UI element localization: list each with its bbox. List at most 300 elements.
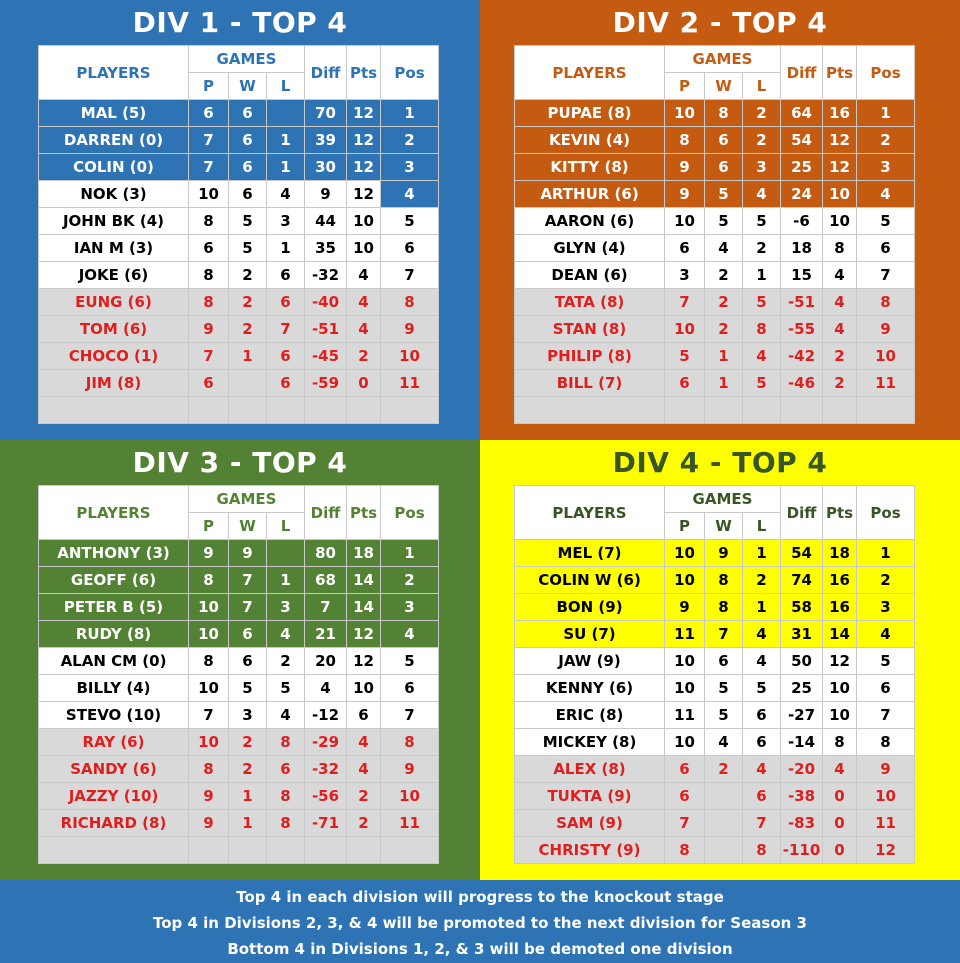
table-row xyxy=(39,594,439,621)
pts-header: Pts xyxy=(823,486,857,540)
won-cell: 5 xyxy=(229,208,267,235)
diff-cell: 54 xyxy=(781,127,823,154)
won-cell: 2 xyxy=(229,262,267,289)
player-name: RAY (6) xyxy=(39,729,189,756)
played-cell: 7 xyxy=(189,127,229,154)
played-cell: 9 xyxy=(665,154,705,181)
table-row xyxy=(39,370,439,397)
empty-row xyxy=(515,397,915,424)
won-cell: 1 xyxy=(229,343,267,370)
diff-cell: 58 xyxy=(781,594,823,621)
played-cell: 10 xyxy=(189,181,229,208)
won-cell: 2 xyxy=(229,729,267,756)
division-title: DIV 3 - TOP 4 xyxy=(132,446,348,479)
table-row xyxy=(39,756,439,783)
diff-cell: -46 xyxy=(781,370,823,397)
division-2-panel xyxy=(480,0,960,440)
pts-cell: 16 xyxy=(823,100,857,127)
pts-cell: 2 xyxy=(823,370,857,397)
played-cell: 8 xyxy=(189,262,229,289)
played-cell: 8 xyxy=(189,289,229,316)
played-cell: 6 xyxy=(665,783,705,810)
lost-cell: 3 xyxy=(743,154,781,181)
pos-cell: 3 xyxy=(381,154,439,181)
table-row xyxy=(39,343,439,370)
pos-cell: 5 xyxy=(381,648,439,675)
diff-cell: -42 xyxy=(781,343,823,370)
empty-row xyxy=(39,397,439,424)
pts-cell: 4 xyxy=(823,316,857,343)
table-row xyxy=(515,756,915,783)
players-header: PLAYERS xyxy=(515,486,665,540)
won-header: W xyxy=(705,73,743,100)
won-cell xyxy=(229,370,267,397)
played-cell: 10 xyxy=(665,675,705,702)
pos-cell: 10 xyxy=(381,343,439,370)
played-cell: 9 xyxy=(189,540,229,567)
player-name: GLYN (4) xyxy=(515,235,665,262)
diff-cell: 35 xyxy=(305,235,347,262)
empty-cell xyxy=(267,837,305,864)
played-cell: 9 xyxy=(665,594,705,621)
won-cell: 1 xyxy=(705,370,743,397)
player-name: JOHN BK (4) xyxy=(39,208,189,235)
played-header: P xyxy=(665,513,705,540)
table-row xyxy=(39,154,439,181)
pts-cell: 4 xyxy=(347,316,381,343)
won-cell: 2 xyxy=(705,316,743,343)
played-cell: 9 xyxy=(189,316,229,343)
lost-cell xyxy=(267,540,305,567)
lost-cell: 6 xyxy=(267,289,305,316)
table-row xyxy=(39,181,439,208)
diff-cell: 50 xyxy=(781,648,823,675)
player-name: EUNG (6) xyxy=(39,289,189,316)
players-header: PLAYERS xyxy=(39,486,189,540)
pos-cell: 7 xyxy=(857,702,915,729)
lost-cell: 6 xyxy=(743,783,781,810)
player-name: CHRISTY (9) xyxy=(515,837,665,864)
pts-cell: 16 xyxy=(823,567,857,594)
diff-cell: -51 xyxy=(305,316,347,343)
division-title: DIV 2 - TOP 4 xyxy=(612,6,828,39)
pos-cell: 1 xyxy=(381,540,439,567)
lost-cell: 3 xyxy=(267,594,305,621)
diff-cell: 20 xyxy=(305,648,347,675)
lost-cell: 8 xyxy=(743,316,781,343)
lost-cell: 4 xyxy=(743,648,781,675)
played-cell: 8 xyxy=(189,648,229,675)
table-row xyxy=(515,729,915,756)
played-cell: 5 xyxy=(665,343,705,370)
played-cell: 3 xyxy=(665,262,705,289)
pts-cell: 12 xyxy=(347,100,381,127)
table-row xyxy=(515,262,915,289)
pts-cell: 14 xyxy=(347,567,381,594)
won-cell xyxy=(705,837,743,864)
table-row xyxy=(515,100,915,127)
pts-cell: 18 xyxy=(823,540,857,567)
diff-cell: -110 xyxy=(781,837,823,864)
diff-cell: -14 xyxy=(781,729,823,756)
lost-cell: 4 xyxy=(743,621,781,648)
diff-cell: 31 xyxy=(781,621,823,648)
pts-cell: 12 xyxy=(347,154,381,181)
lost-cell: 1 xyxy=(267,154,305,181)
table-row xyxy=(39,567,439,594)
lost-cell: 6 xyxy=(267,262,305,289)
empty-cell xyxy=(229,397,267,424)
pos-cell: 8 xyxy=(381,289,439,316)
empty-cell xyxy=(515,397,665,424)
pos-cell: 11 xyxy=(857,810,915,837)
lost-cell: 1 xyxy=(267,127,305,154)
played-cell: 10 xyxy=(665,648,705,675)
player-name: AARON (6) xyxy=(515,208,665,235)
empty-cell xyxy=(665,397,705,424)
division-1-panel xyxy=(0,0,480,440)
diff-cell: 18 xyxy=(781,235,823,262)
standings-table xyxy=(514,485,915,864)
played-cell: 6 xyxy=(665,370,705,397)
diff-cell: -55 xyxy=(781,316,823,343)
header-row xyxy=(39,486,439,513)
played-cell: 6 xyxy=(665,235,705,262)
player-name: KEVIN (4) xyxy=(515,127,665,154)
empty-cell xyxy=(39,397,189,424)
lost-cell: 2 xyxy=(743,100,781,127)
table-row xyxy=(515,370,915,397)
pos-cell: 8 xyxy=(381,729,439,756)
table-row xyxy=(39,208,439,235)
lost-cell: 5 xyxy=(743,675,781,702)
won-cell: 1 xyxy=(229,783,267,810)
won-cell: 1 xyxy=(705,343,743,370)
pos-cell: 4 xyxy=(381,621,439,648)
table-row xyxy=(515,702,915,729)
pos-cell: 10 xyxy=(857,343,915,370)
pts-header: Pts xyxy=(347,486,381,540)
pts-cell: 12 xyxy=(347,181,381,208)
pts-cell: 2 xyxy=(823,343,857,370)
table-row xyxy=(39,729,439,756)
player-name: MAL (5) xyxy=(39,100,189,127)
diff-cell: -83 xyxy=(781,810,823,837)
won-cell xyxy=(705,783,743,810)
diff-cell: -51 xyxy=(781,289,823,316)
played-cell: 8 xyxy=(189,756,229,783)
pts-cell: 4 xyxy=(347,289,381,316)
diff-cell: 64 xyxy=(781,100,823,127)
won-cell: 2 xyxy=(229,289,267,316)
pts-cell: 6 xyxy=(347,702,381,729)
diff-cell: 7 xyxy=(305,594,347,621)
lost-cell: 5 xyxy=(743,289,781,316)
player-name: KITTY (8) xyxy=(515,154,665,181)
player-name: JOKE (6) xyxy=(39,262,189,289)
pts-cell: 16 xyxy=(823,594,857,621)
played-cell: 10 xyxy=(189,594,229,621)
diff-cell: 25 xyxy=(781,154,823,181)
diff-cell: -40 xyxy=(305,289,347,316)
empty-cell xyxy=(305,837,347,864)
won-cell: 5 xyxy=(705,181,743,208)
table-row xyxy=(39,621,439,648)
pos-cell: 10 xyxy=(857,783,915,810)
table-row xyxy=(515,783,915,810)
won-cell: 6 xyxy=(229,154,267,181)
players-header: PLAYERS xyxy=(39,46,189,100)
table-row xyxy=(515,540,915,567)
pos-cell: 5 xyxy=(857,208,915,235)
won-header: W xyxy=(229,73,267,100)
pos-cell: 4 xyxy=(857,621,915,648)
won-cell: 8 xyxy=(705,100,743,127)
lost-cell: 4 xyxy=(267,181,305,208)
won-header: W xyxy=(229,513,267,540)
pts-cell: 4 xyxy=(347,262,381,289)
won-cell: 6 xyxy=(229,648,267,675)
diff-cell: 15 xyxy=(781,262,823,289)
diff-cell: -20 xyxy=(781,756,823,783)
won-cell: 2 xyxy=(705,756,743,783)
pos-cell: 7 xyxy=(381,262,439,289)
played-cell: 10 xyxy=(189,621,229,648)
diff-cell: -45 xyxy=(305,343,347,370)
lost-cell: 3 xyxy=(267,208,305,235)
pts-cell: 18 xyxy=(347,540,381,567)
played-cell: 8 xyxy=(189,567,229,594)
diff-header: Diff xyxy=(305,46,347,100)
lost-cell: 6 xyxy=(267,756,305,783)
standings-table xyxy=(514,45,915,424)
pos-cell: 3 xyxy=(857,594,915,621)
lost-header: L xyxy=(743,73,781,100)
pos-cell: 11 xyxy=(381,810,439,837)
player-name: ANTHONY (3) xyxy=(39,540,189,567)
player-name: PUPAE (8) xyxy=(515,100,665,127)
pts-cell: 2 xyxy=(347,783,381,810)
pts-cell: 12 xyxy=(823,154,857,181)
played-cell: 7 xyxy=(189,702,229,729)
footer-note-2: Top 4 in Divisions 2, 3, & 4 will be promoted to the next division for Season 3 xyxy=(153,914,807,932)
lost-cell: 6 xyxy=(267,370,305,397)
won-cell: 1 xyxy=(229,810,267,837)
empty-cell xyxy=(857,397,915,424)
played-cell: 10 xyxy=(189,675,229,702)
pts-cell: 2 xyxy=(347,810,381,837)
won-cell: 2 xyxy=(229,756,267,783)
empty-cell xyxy=(189,837,229,864)
diff-cell: 21 xyxy=(305,621,347,648)
table-row xyxy=(515,127,915,154)
played-cell: 7 xyxy=(665,810,705,837)
lost-header: L xyxy=(267,73,305,100)
played-cell: 10 xyxy=(665,316,705,343)
played-header: P xyxy=(665,73,705,100)
lost-cell xyxy=(267,100,305,127)
played-header: P xyxy=(189,513,229,540)
won-cell: 6 xyxy=(229,181,267,208)
won-cell: 2 xyxy=(705,262,743,289)
player-name: IAN M (3) xyxy=(39,235,189,262)
diff-cell: 44 xyxy=(305,208,347,235)
player-name: ALEX (8) xyxy=(515,756,665,783)
pts-cell: 10 xyxy=(347,208,381,235)
won-cell: 6 xyxy=(229,100,267,127)
table-row xyxy=(515,343,915,370)
pos-cell: 10 xyxy=(381,783,439,810)
won-cell: 6 xyxy=(229,127,267,154)
pts-cell: 14 xyxy=(823,621,857,648)
pts-cell: 2 xyxy=(347,343,381,370)
pts-cell: 10 xyxy=(347,675,381,702)
won-cell: 6 xyxy=(705,648,743,675)
player-name: BILLY (4) xyxy=(39,675,189,702)
empty-cell xyxy=(381,397,439,424)
diff-cell: 80 xyxy=(305,540,347,567)
pos-cell: 6 xyxy=(381,675,439,702)
table-row xyxy=(39,648,439,675)
pts-cell: 4 xyxy=(823,262,857,289)
diff-cell: -29 xyxy=(305,729,347,756)
won-cell: 2 xyxy=(705,289,743,316)
lost-cell: 7 xyxy=(743,810,781,837)
diff-cell: -32 xyxy=(305,756,347,783)
division-title: DIV 4 - TOP 4 xyxy=(612,446,828,479)
lost-cell: 1 xyxy=(743,594,781,621)
diff-cell: 9 xyxy=(305,181,347,208)
empty-cell xyxy=(743,397,781,424)
won-cell: 5 xyxy=(705,675,743,702)
diff-cell: 30 xyxy=(305,154,347,181)
table-row xyxy=(39,289,439,316)
empty-cell xyxy=(823,397,857,424)
won-cell: 3 xyxy=(229,702,267,729)
lost-cell: 6 xyxy=(743,729,781,756)
lost-cell: 2 xyxy=(743,567,781,594)
played-cell: 6 xyxy=(189,370,229,397)
player-name: GEOFF (6) xyxy=(39,567,189,594)
empty-cell xyxy=(347,837,381,864)
pos-cell: 5 xyxy=(381,208,439,235)
table-row xyxy=(39,235,439,262)
games-header: GAMES xyxy=(189,486,305,513)
pts-cell: 0 xyxy=(823,810,857,837)
pts-cell: 4 xyxy=(347,756,381,783)
diff-cell: -32 xyxy=(305,262,347,289)
table-row xyxy=(515,235,915,262)
diff-cell: 70 xyxy=(305,100,347,127)
player-name: DARREN (0) xyxy=(39,127,189,154)
pos-cell: 8 xyxy=(857,289,915,316)
pos-cell: 2 xyxy=(857,567,915,594)
pts-cell: 12 xyxy=(347,127,381,154)
lost-cell: 7 xyxy=(267,316,305,343)
lost-cell: 8 xyxy=(743,837,781,864)
pos-cell: 8 xyxy=(857,729,915,756)
diff-cell: 25 xyxy=(781,675,823,702)
pos-cell: 2 xyxy=(381,567,439,594)
pos-header: Pos xyxy=(857,486,915,540)
empty-cell xyxy=(705,397,743,424)
diff-cell: 74 xyxy=(781,567,823,594)
won-cell: 2 xyxy=(229,316,267,343)
pts-cell: 10 xyxy=(823,702,857,729)
table-row xyxy=(515,837,915,864)
pos-header: Pos xyxy=(857,46,915,100)
table-row xyxy=(515,648,915,675)
diff-header: Diff xyxy=(781,46,823,100)
pts-cell: 10 xyxy=(347,235,381,262)
won-cell: 8 xyxy=(705,594,743,621)
pos-cell: 11 xyxy=(381,370,439,397)
lost-cell: 8 xyxy=(267,729,305,756)
pts-cell: 10 xyxy=(823,208,857,235)
pos-cell: 9 xyxy=(857,316,915,343)
table-row xyxy=(39,540,439,567)
played-cell: 10 xyxy=(665,100,705,127)
player-name: JAZZY (10) xyxy=(39,783,189,810)
played-cell: 6 xyxy=(189,235,229,262)
pos-cell: 12 xyxy=(857,837,915,864)
player-name: JIM (8) xyxy=(39,370,189,397)
pts-cell: 0 xyxy=(823,783,857,810)
diff-cell: -59 xyxy=(305,370,347,397)
diff-cell: -56 xyxy=(305,783,347,810)
lost-cell: 4 xyxy=(267,702,305,729)
games-header: GAMES xyxy=(665,46,781,73)
table-row xyxy=(39,810,439,837)
played-header: P xyxy=(189,73,229,100)
played-cell: 7 xyxy=(189,343,229,370)
division-title: DIV 1 - TOP 4 xyxy=(132,6,348,39)
won-cell xyxy=(705,810,743,837)
player-name: MEL (7) xyxy=(515,540,665,567)
empty-cell xyxy=(229,837,267,864)
player-name: BILL (7) xyxy=(515,370,665,397)
played-cell: 8 xyxy=(665,837,705,864)
table-row xyxy=(39,783,439,810)
table-row xyxy=(515,289,915,316)
won-header: W xyxy=(705,513,743,540)
pos-cell: 7 xyxy=(857,262,915,289)
lost-cell: 5 xyxy=(267,675,305,702)
diff-header: Diff xyxy=(781,486,823,540)
pos-cell: 4 xyxy=(381,181,439,208)
pos-cell: 6 xyxy=(857,235,915,262)
empty-cell xyxy=(305,397,347,424)
table-row xyxy=(515,316,915,343)
player-name: ARTHUR (6) xyxy=(515,181,665,208)
won-cell: 6 xyxy=(705,154,743,181)
footer-note-3: Bottom 4 in Divisions 1, 2, & 3 will be demoted one division xyxy=(227,940,733,958)
lost-header: L xyxy=(743,513,781,540)
pos-cell: 1 xyxy=(381,100,439,127)
pts-cell: 12 xyxy=(823,127,857,154)
pos-cell: 1 xyxy=(857,540,915,567)
player-name: COLIN W (6) xyxy=(515,567,665,594)
empty-cell xyxy=(781,397,823,424)
diff-cell: 68 xyxy=(305,567,347,594)
lost-cell: 5 xyxy=(743,208,781,235)
pts-cell: 4 xyxy=(823,756,857,783)
table-row xyxy=(39,702,439,729)
table-row xyxy=(39,316,439,343)
played-cell: 10 xyxy=(665,567,705,594)
table-row xyxy=(39,100,439,127)
pos-cell: 5 xyxy=(857,648,915,675)
